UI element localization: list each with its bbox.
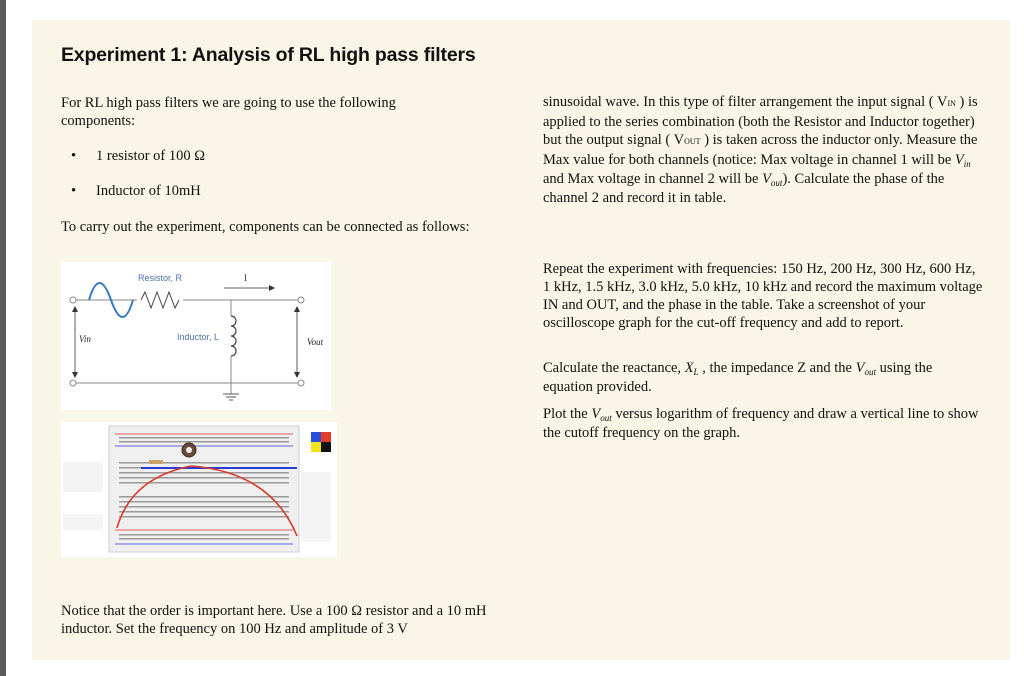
- vout-label: Vout: [307, 337, 324, 347]
- color-swatch-black: [321, 442, 331, 452]
- calculate-paragraph: Calculate the reactance, $X_L$ , the impedance Z and the $V_{out}$ using the equation provided.: [543, 360, 933, 395]
- plot-paragraph: Plot the $V_{out}$ versus logarithm of frequency and draw a vertical line to show the cutoff frequency on the graph.: [543, 406, 979, 441]
- resistor-label: Resistor, R: [138, 273, 183, 283]
- vin-arrow-up-icon: [72, 306, 78, 312]
- color-swatch-yellow: [311, 442, 321, 452]
- vin-label: Vin: [79, 334, 91, 344]
- window-left-edge: [0, 0, 6, 676]
- vout-arrow-down-icon: [294, 372, 300, 378]
- rl-circuit-diagram: [61, 262, 331, 410]
- output-terminal-top: [298, 297, 304, 303]
- color-swatch-red: [321, 432, 331, 442]
- input-terminal-bottom: [70, 380, 76, 386]
- page-title: Experiment 1: Analysis of RL high pass filters: [61, 44, 476, 66]
- inductor-coil-icon: [231, 316, 236, 356]
- notice-paragraph: Notice that the order is important here. Use a 100 Ω resistor and a 10 mH inductor. Set the frequency on 100 Hz and amplitude of 3 V: [61, 603, 487, 637]
- measurement-paragraph: sinusoidal wave. In this type of filter arrangement the input signal ( VIN ) is applied to the series combination (both the Resistor and Inductor together) but the output signal ( VOUT ) is taken across the inductor only. Measure the Max value for both channels (notice: Max voltage in channel 1 will be $V_{in}$ and Max voltage in channel 2 will be $V_{out}$). Calculate the phase of the channel 2 and record it in table.: [543, 94, 978, 206]
- list-item-text: Inductor of 10mH: [96, 183, 201, 199]
- breadboard-svg: [61, 422, 337, 557]
- repeat-paragraph: Repeat the experiment with frequencies: 150 Hz, 200 Hz, 300 Hz, 600 Hz, 1 kHz, 1.5 kHz, 3.0 kHz, 5.0 kHz, 10 kHz and record the maximum voltage IN and OUT, and the phase in the table. Take a screenshot of your oscilloscope graph for the cut-off frequency and add to report.: [543, 261, 983, 331]
- current-label: I: [244, 273, 247, 283]
- connect-paragraph: To carry out the experiment, components can be connected as follows:: [61, 219, 470, 235]
- vout-arrow-up-icon: [294, 306, 300, 312]
- list-item-text: 1 resistor of 100 Ω: [96, 148, 206, 164]
- inductor-label: Inductor, L: [177, 332, 220, 342]
- input-terminal-top: [70, 297, 76, 303]
- color-swatch-blue: [311, 432, 321, 442]
- intro-paragraph: For RL high pass filters we are going to use the following components:: [61, 95, 396, 129]
- breadboard-photo: [61, 422, 337, 557]
- current-arrow-icon: [269, 285, 275, 291]
- output-terminal-bottom: [298, 380, 304, 386]
- bullet-dot: •: [71, 183, 77, 199]
- bullet-dot: •: [71, 148, 77, 164]
- vin-arrow-down-icon: [72, 372, 78, 378]
- circuit-svg: [61, 262, 331, 410]
